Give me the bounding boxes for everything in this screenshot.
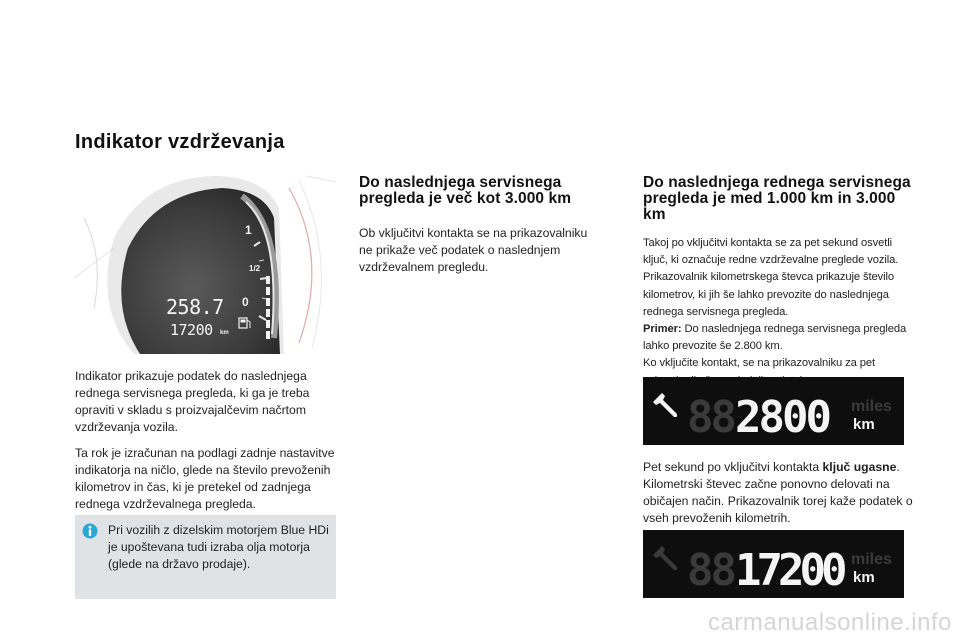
info-icon	[82, 523, 98, 539]
odometer-unit: km	[853, 569, 875, 586]
info-note-box	[75, 515, 336, 599]
after-bold: ključ ugasne	[822, 460, 897, 474]
odometer-display	[643, 530, 904, 598]
odometer-unit: km	[220, 330, 229, 336]
ghost-unit-miles: miles	[851, 398, 892, 415]
fuel-scale-half: 1/2	[249, 264, 261, 273]
section-more-heading: Do naslednjega servisnega pregleda je več kot 3.000 km	[359, 174, 572, 207]
section-more-body: Ob vključitvi kontakta se na prikazovalniku ne prikaže več podatek o naslednjem vzdrževalnem pregledu.	[359, 226, 588, 274]
section-between-body	[643, 235, 913, 390]
page-title: Indikator vzdrževanja	[75, 131, 285, 153]
odometer-readout: 17200	[170, 321, 213, 339]
ghost-unit-miles: miles	[851, 551, 892, 568]
ghost-digits: 88	[687, 392, 734, 443]
intro-paragraph-1: Indikator prikazuje podatek do naslednjega rednega servisnega pregleda, ki ga je treba opraviti v skladu s proizvajalčevim načrtom vzdrževanja vozila.	[75, 369, 310, 434]
wrench-icon	[653, 393, 677, 417]
odometer-value: 17200	[735, 545, 843, 596]
after-display-text	[643, 459, 913, 527]
intro-paragraph-2: Ta rok je izračunan na podlagi zadnje nastavitve indikatorja na ničlo, glede na število prevoženih kilometrov in čas, ki je pretekel od zadnjega rednega vzdrževalnega pregleda.	[75, 446, 335, 511]
ghost-digits: 88	[687, 545, 734, 596]
info-note-text: Pri vozilih z dizelskim motorjem Blue HDi je upoštevana tudi izraba olja motorja (glede na državo prodaje).	[108, 523, 329, 571]
watermark: carmanualsonline.info	[708, 609, 952, 636]
intro-text	[75, 368, 345, 522]
service-distance-unit: km	[853, 416, 875, 433]
fuel-scale-empty: 0	[242, 295, 249, 309]
example-label: Primer:	[643, 323, 682, 336]
section-between-1000-3000	[643, 175, 913, 390]
instrument-cluster-illustration	[74, 168, 336, 354]
after-post: . Kilometrski števec začne ponovno delovati na običajen način. Prikazovalnik torej kaže podatek o vseh prevoženih kilometrih.	[643, 460, 913, 525]
section-between-example	[643, 321, 913, 355]
fuel-scale-full: 1	[245, 223, 252, 237]
section-between-heading: Do naslednjega rednega servisnega pregleda je med 1.000 km in 3.000 km	[643, 174, 911, 223]
service-display	[643, 377, 904, 445]
service-distance-value: 2800	[735, 392, 829, 443]
trip-readout: 258.7	[166, 295, 224, 319]
section-between-paragraph: Takoj po vključitvi kontakta se za pet sekund osvetli ključ, ki označuje redne vzdrževalne preglede vozila. Prikazovalnik kilometrskega števca prikazuje število kilometrov, ki jih še lahko prevozite do naslednjega rednega servisnega pregleda.	[643, 237, 899, 318]
after-pre: Pet sekund po vključitvi kontakta	[643, 460, 823, 474]
wrench-icon	[653, 546, 677, 570]
section-between-body-end: Ko vključite kontakt, se na prikazovalniku za pet	[643, 357, 876, 370]
example-text: Do naslednjega rednega servisnega pregleda lahko prevozite še 2.800 km.	[643, 323, 907, 353]
section-more-than-3000	[359, 175, 599, 276]
after-paragraph	[643, 459, 913, 527]
